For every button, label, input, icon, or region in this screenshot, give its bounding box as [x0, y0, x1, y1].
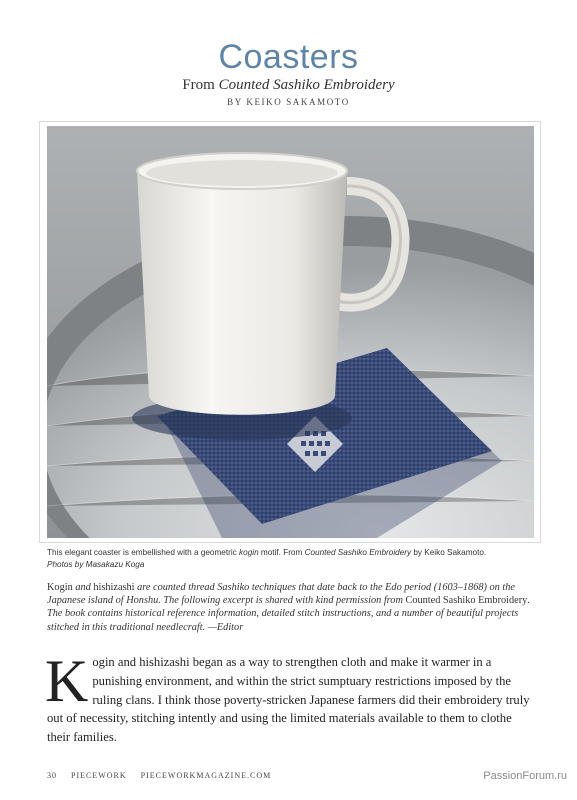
subtitle-prefix: From	[182, 77, 219, 93]
mug-interior	[146, 160, 338, 186]
page-footer	[47, 771, 547, 780]
photo-credit: Photos by Masakazu Koga	[47, 560, 145, 569]
watermark: PassionForum.ru	[483, 770, 567, 782]
caption-text: This elegant coaster is embellished with a geometric	[47, 548, 240, 557]
article-subtitle	[0, 77, 577, 94]
magazine-name: PIECEWORK	[71, 771, 127, 780]
intro-term-kogin: Kogin	[47, 582, 73, 593]
intro-term-hishizashi: hishizashi	[93, 582, 135, 593]
caption-text-2: motif. From	[258, 548, 305, 557]
drop-cap: K	[45, 648, 89, 714]
article-photo	[47, 126, 534, 538]
caption-text-3: by Keiko Sakamoto.	[411, 548, 487, 557]
intro-text-3: . The book contains historical reference information, detailed stitch instructions, and a number of beautiful projects stitched in this traditional needlecraft. —Editor	[47, 595, 530, 633]
caption-term: kogin	[239, 548, 259, 557]
byline: BY KEIKO SAKAMOTO	[227, 97, 350, 107]
article-body	[45, 648, 533, 747]
intro-text: and	[72, 582, 94, 593]
subtitle-book-title: Counted Sashiko Embroidery	[218, 77, 395, 93]
editor-intro	[47, 581, 533, 634]
caption-book: Counted Sashiko Embroidery	[304, 548, 412, 557]
intro-book-title: Counted Sashiko Embroidery	[405, 595, 528, 607]
intro-text-2: are counted thread Sashiko techniques that date back to the Edo period (1603–1868) on the Japanese island of Honshu. The following excerpt is shared with kind permission from	[47, 582, 515, 607]
mug-body	[137, 171, 347, 415]
magazine-url: PIECEWORKMAGAZINE.COM	[140, 771, 272, 780]
page-number: 30	[47, 771, 57, 780]
mug-on-coaster-illustration	[47, 126, 534, 538]
body-paragraph: ogin and hishizashi began as a way to strengthen cloth and make it warmer in a punishing environment, and within the strict sumptuary restrictions imposed by the ruling clans. I think those poverty-stricken Japanese farmers did their embroidery truly out of necessity, stitching intently and using the limited materials available to them to clothe their families.	[47, 655, 530, 745]
article-title: Coasters	[218, 38, 359, 76]
photo-caption	[47, 547, 537, 571]
